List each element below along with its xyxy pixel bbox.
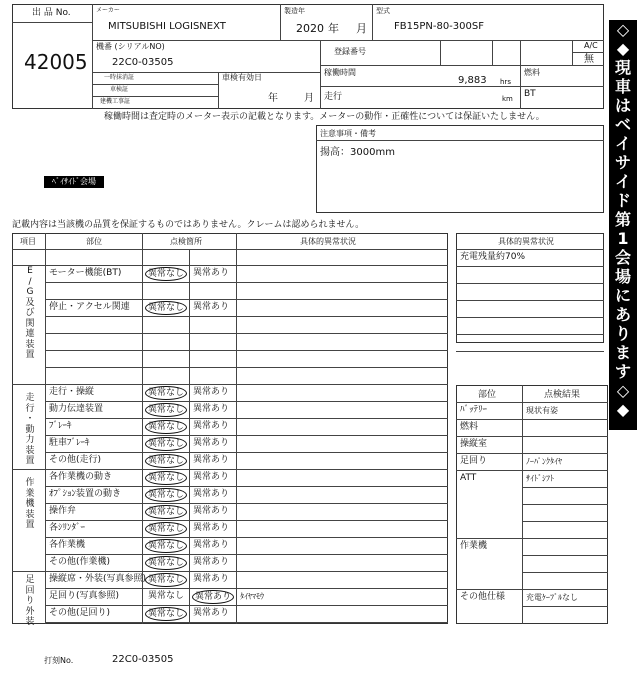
group-label-work: 作 業 機 装 置 — [25, 478, 35, 530]
status-ok-option[interactable]: 異常なし — [145, 403, 187, 417]
remarks-label: 注意事項・備考 — [320, 129, 376, 138]
status-ok-option[interactable]: 異常なし — [145, 420, 187, 434]
status-ok-option[interactable]: 異常なし — [145, 386, 187, 400]
mileage-unit: km — [502, 95, 513, 103]
status-ng-option[interactable]: 異常あり — [193, 523, 230, 533]
part-label: 停止・アクセル関連 — [49, 302, 130, 312]
fuel-label: 燃料 — [524, 68, 540, 77]
status-ng-option[interactable]: 異常あり — [193, 438, 230, 448]
part-label: 足回り(写真参照) — [49, 591, 120, 601]
part-label: 操縦席・外装(写真参照) — [49, 574, 147, 584]
status-ok-option[interactable]: 異常なし — [145, 471, 187, 485]
side-banner-char: イ — [614, 172, 631, 191]
hours-label: 稼働時間 — [324, 68, 356, 77]
result-part: ATT — [460, 473, 477, 483]
result-part: 燃料 — [460, 422, 479, 432]
remarks-box — [316, 125, 604, 213]
part-label: 動力伝達装置 — [49, 404, 104, 414]
inspection-cert-label: 車検証 — [110, 86, 129, 93]
part-label: ﾌﾞﾚｰｷ — [49, 421, 72, 431]
detail-text: ﾀｲﾔﾏﾓｳ — [240, 592, 264, 601]
part-label: 走行・操縦 — [49, 387, 95, 397]
status-ok-option[interactable]: 異常なし — [145, 267, 187, 281]
part-label: 各作業機の動き — [49, 472, 113, 482]
serial-label: 機番 (シリアルNO) — [96, 42, 165, 51]
heavy-cert-label: 建機工事証 — [100, 98, 131, 105]
group-label-engine: E / G 及 び 関 連 装 置 — [25, 266, 35, 360]
status-ng-option[interactable]: 異常あり — [193, 540, 230, 550]
side-banner-char: す — [614, 362, 631, 381]
inspection-expiry-label: 車検有効日 — [222, 73, 262, 82]
status-ok-option[interactable]: 異常なし — [148, 591, 185, 601]
side-banner-char: 車 — [614, 77, 631, 96]
result-part: 操縦室 — [460, 439, 488, 449]
side-banner-char: サ — [614, 153, 631, 172]
expiry-month-unit: 月 — [304, 93, 314, 104]
expiry-year-unit: 年 — [268, 93, 278, 104]
result-value: 現状有姿 — [526, 406, 558, 415]
status-ng-option[interactable]: 異常あり — [192, 590, 234, 604]
side-banner-char: り — [614, 324, 631, 343]
result-value: ﾉｰﾊﾟﾝｸﾀｲﾔ — [526, 457, 562, 466]
result-part: その他仕様 — [460, 592, 506, 602]
results-header-result: 点検結果 — [544, 390, 581, 400]
side-banner-char: 1 — [617, 229, 629, 248]
side-banner-char: ◆ — [616, 39, 630, 58]
status-ng-option[interactable]: 異常あり — [193, 302, 230, 312]
year-value: 2020 — [296, 22, 324, 35]
hours-notice: 稼働時間は査定時のメーター表示の記載となります。メーターの動作・正確性については保証いたしません。 — [104, 112, 545, 122]
status-ng-option[interactable]: 異常あり — [193, 421, 230, 431]
side-banner-char: ◇ — [616, 381, 630, 400]
status-ng-option[interactable]: 異常あり — [193, 557, 230, 567]
header-check: 点検箇所 — [170, 237, 202, 246]
side-banner-char: 現 — [614, 58, 631, 77]
status-ok-option[interactable]: 異常なし — [145, 607, 187, 621]
status-ok-option[interactable]: 異常なし — [145, 573, 187, 587]
quality-notice: 記載内容は当該機の品質を保証するものではありません。クレームは認められません。 — [12, 220, 365, 230]
result-part: 作業機 — [460, 541, 488, 551]
header-part: 部位 — [86, 237, 102, 246]
status-ng-option[interactable]: 異常あり — [193, 574, 230, 584]
status-ok-option[interactable]: 異常なし — [145, 556, 187, 570]
stamp-label: 打刻No. — [44, 656, 74, 665]
part-label: その他(走行) — [49, 455, 102, 465]
side-banner-char: イ — [614, 134, 631, 153]
side-banner-char: ◆ — [616, 400, 630, 419]
ac-label: A/C — [584, 41, 598, 50]
result-part: ﾊﾞｯﾃﾘｰ — [460, 405, 488, 415]
header-detail: 具体的異常状況 — [300, 237, 356, 246]
fuel-value: BT — [524, 89, 536, 99]
side-banner — [609, 20, 637, 430]
temp-cert-label: 一時抹消証 — [104, 74, 135, 81]
hours-unit: hrs — [500, 78, 511, 86]
result-part: 足回り — [460, 456, 488, 466]
part-label: その他(作業機) — [49, 557, 111, 567]
side-banner-char: あ — [614, 305, 631, 324]
side-banner-char: は — [614, 96, 631, 115]
side-banner-char: ま — [614, 343, 631, 362]
result-value: ｻｲﾄﾞｼﾌﾄ — [526, 474, 554, 483]
part-label: 操作弁 — [49, 506, 77, 516]
part-label: その他(足回り) — [49, 608, 111, 618]
part-label: 駐車ﾌﾞﾚｰｷ — [49, 438, 90, 448]
serial-value: 22C0-03505 — [112, 57, 174, 68]
remarks-text: 揚高：3000mm — [320, 147, 395, 158]
status-ng-option[interactable]: 異常あり — [193, 404, 230, 414]
status-ok-option[interactable]: 異常なし — [145, 488, 187, 502]
part-label: 各ｼﾘﾝﾀﾞｰ — [49, 523, 86, 533]
side-banner-char: に — [614, 286, 631, 305]
model-label: 型式 — [376, 7, 390, 15]
right-detail-line: 充電残量約70% — [460, 252, 526, 262]
right-detail-header: 具体的異常状況 — [498, 237, 554, 246]
status-ok-option[interactable]: 異常なし — [145, 522, 187, 536]
group-label-drive: 走 行 ・ 動 力 装 置 — [25, 393, 35, 466]
part-label: 各作業機 — [49, 540, 86, 550]
status-ok-option[interactable]: 異常なし — [145, 301, 187, 315]
status-ok-option[interactable]: 異常なし — [145, 454, 187, 468]
side-banner-char: ベ — [614, 115, 631, 134]
exhibit-no-label: 出 品 No. — [32, 8, 71, 18]
year-label: 製造年 — [284, 7, 305, 15]
status-ok-option[interactable]: 異常なし — [145, 437, 187, 451]
status-ng-option[interactable]: 異常あり — [193, 268, 230, 278]
mileage-label: 走行 — [324, 92, 343, 102]
status-ng-option[interactable]: 異常あり — [193, 387, 230, 397]
maker-label: メーカー — [96, 7, 120, 14]
side-banner-char: 第 — [614, 210, 631, 229]
registration-label: 登録番号 — [334, 47, 366, 56]
side-banner-char: 会 — [614, 248, 631, 267]
location-tag: ﾍﾞｲｻｲﾄﾞ会場 — [44, 176, 104, 188]
exhibit-no: 42005 — [24, 50, 88, 74]
ac-value: 無 — [584, 54, 594, 65]
header-item: 項目 — [20, 237, 36, 246]
hours-value: 9,883 — [458, 75, 487, 86]
maker-value: MITSUBISHI LOGISNEXT — [108, 21, 226, 32]
side-banner-char: ド — [614, 191, 631, 210]
side-banner-char: 場 — [614, 267, 631, 286]
result-value: 充電ｹｰﾌﾞﾙなし — [526, 593, 578, 602]
part-label: モーター機能(BT) — [49, 268, 122, 278]
year-unit: 年 — [328, 22, 339, 35]
status-ng-option[interactable]: 異常あり — [193, 455, 230, 465]
side-banner-char: ◇ — [616, 20, 630, 39]
group-label-outer: 足 回 り 外 装 — [25, 575, 35, 627]
status-ng-option[interactable]: 異常あり — [193, 506, 230, 516]
status-ok-option[interactable]: 異常なし — [145, 539, 187, 553]
status-ng-option[interactable]: 異常あり — [193, 608, 230, 618]
part-label: ｵﾌﾟｼｮﾝ装置の動き — [49, 489, 122, 499]
stamp-value: 22C0-03505 — [112, 654, 174, 665]
model-value: FB15PN-80-300SF — [394, 21, 484, 32]
results-header-part: 部位 — [478, 390, 497, 400]
status-ng-option[interactable]: 異常あり — [193, 472, 230, 482]
month-unit: 月 — [356, 22, 367, 35]
status-ok-option[interactable]: 異常なし — [145, 505, 187, 519]
status-ng-option[interactable]: 異常あり — [193, 489, 230, 499]
